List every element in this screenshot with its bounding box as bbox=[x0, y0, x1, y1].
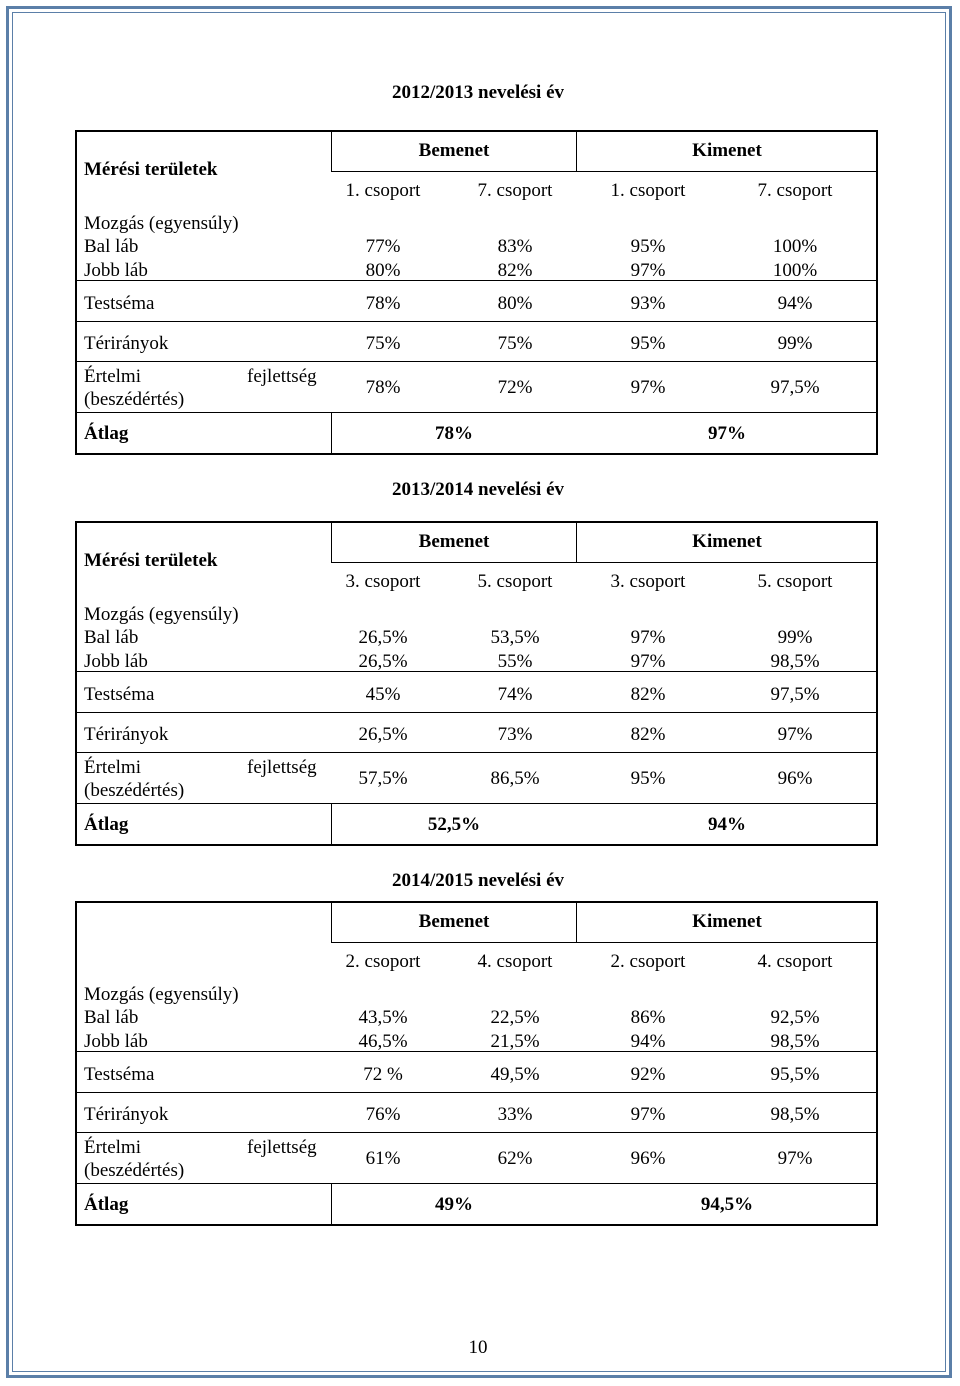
column-header-kimenet: Kimenet bbox=[692, 911, 762, 932]
row-label-bal-lab: Bal láb bbox=[84, 236, 139, 257]
group-header: 4. csoport bbox=[757, 951, 833, 972]
testsema-value: 82% bbox=[630, 684, 666, 705]
jobb-lab-value: 98,5% bbox=[770, 651, 820, 672]
row-label-teriranyok: Térirányok bbox=[84, 333, 169, 354]
jobb-lab-value: 94% bbox=[630, 1031, 666, 1052]
row-label-teriranyok: Térirányok bbox=[84, 724, 169, 745]
group-header: 5. csoport bbox=[757, 571, 833, 592]
row-divider bbox=[75, 361, 878, 362]
teriranyok-value: 97% bbox=[630, 1104, 666, 1125]
atlag-bemenet-value: 52,5% bbox=[427, 814, 481, 835]
column-divider bbox=[576, 130, 577, 171]
jobb-lab-value: 21,5% bbox=[490, 1031, 540, 1052]
ertelmi-value: 78% bbox=[365, 377, 401, 398]
column-divider bbox=[331, 901, 332, 942]
row-label-bal-lab: Bal láb bbox=[84, 627, 139, 648]
testsema-value: 94% bbox=[777, 293, 813, 314]
group-header: 2. csoport bbox=[610, 951, 686, 972]
atlag-kimenet-value: 94% bbox=[708, 814, 746, 835]
teriranyok-value: 99% bbox=[777, 333, 813, 354]
jobb-lab-value: 97% bbox=[630, 260, 666, 281]
results-table-border bbox=[75, 901, 878, 1226]
testsema-value: 72 % bbox=[363, 1064, 403, 1085]
atlag-bemenet-value: 78% bbox=[435, 423, 473, 444]
teriranyok-value: 98,5% bbox=[770, 1104, 820, 1125]
ertelmi-value: 62% bbox=[497, 1148, 533, 1169]
teriranyok-value: 82% bbox=[630, 724, 666, 745]
ertelmi-value: 96% bbox=[630, 1148, 666, 1169]
row-divider bbox=[75, 321, 878, 322]
jobb-lab-value: 98,5% bbox=[770, 1031, 820, 1052]
row-label-fejlettseg: fejlettség bbox=[247, 757, 317, 778]
bal-lab-value: 92,5% bbox=[770, 1007, 820, 1028]
testsema-value: 95,5% bbox=[770, 1064, 820, 1085]
column-divider bbox=[576, 521, 577, 562]
testsema-value: 45% bbox=[365, 684, 401, 705]
school-year-title: 2013/2014 nevelési év bbox=[391, 479, 565, 500]
row-divider bbox=[75, 803, 878, 804]
row-label-teriranyok: Térirányok bbox=[84, 1104, 169, 1125]
column-header-first: Mérési területek bbox=[84, 550, 218, 571]
column-divider bbox=[331, 1183, 332, 1226]
column-divider bbox=[331, 130, 332, 171]
jobb-lab-value: 55% bbox=[497, 651, 533, 672]
column-header-bemenet: Bemenet bbox=[418, 140, 490, 161]
bal-lab-value: 86% bbox=[630, 1007, 666, 1028]
column-header-first: Mérési területek bbox=[84, 159, 218, 180]
atlag-kimenet-value: 97% bbox=[708, 423, 746, 444]
group-header: 1. csoport bbox=[345, 180, 421, 201]
teriranyok-value: 75% bbox=[365, 333, 401, 354]
bal-lab-value: 26,5% bbox=[358, 627, 408, 648]
row-divider bbox=[75, 1183, 878, 1184]
column-header-bemenet: Bemenet bbox=[418, 531, 490, 552]
atlag-kimenet-value: 94,5% bbox=[700, 1194, 754, 1215]
bal-lab-value: 95% bbox=[630, 236, 666, 257]
bal-lab-value: 53,5% bbox=[490, 627, 540, 648]
ertelmi-value: 97,5% bbox=[770, 377, 820, 398]
row-label-mozgas: Mozgás (egyensúly) bbox=[84, 984, 239, 1005]
row-label-beszedertes: (beszédértés) bbox=[84, 1160, 185, 1181]
testsema-value: 97,5% bbox=[770, 684, 820, 705]
column-divider bbox=[331, 412, 332, 455]
row-label-ertelmi: Értelmi bbox=[84, 1137, 141, 1158]
page-number: 10 bbox=[468, 1337, 488, 1358]
column-header-kimenet: Kimenet bbox=[692, 531, 762, 552]
row-label-testsema: Testséma bbox=[84, 293, 155, 314]
row-divider bbox=[75, 1092, 878, 1093]
row-label-testsema: Testséma bbox=[84, 684, 155, 705]
row-label-jobb-lab: Jobb láb bbox=[84, 1031, 148, 1052]
ertelmi-value: 57,5% bbox=[358, 768, 408, 789]
header-underline bbox=[331, 171, 878, 172]
teriranyok-value: 97% bbox=[777, 724, 813, 745]
teriranyok-value: 75% bbox=[497, 333, 533, 354]
row-label-atlag: Átlag bbox=[84, 814, 129, 835]
row-divider bbox=[75, 1132, 878, 1133]
row-divider bbox=[75, 752, 878, 753]
row-label-ertelmi: Értelmi bbox=[84, 757, 141, 778]
group-header: 1. csoport bbox=[610, 180, 686, 201]
bal-lab-value: 43,5% bbox=[358, 1007, 408, 1028]
ertelmi-value: 61% bbox=[365, 1148, 401, 1169]
ertelmi-value: 86,5% bbox=[490, 768, 540, 789]
row-label-atlag: Átlag bbox=[84, 423, 129, 444]
row-label-bal-lab: Bal láb bbox=[84, 1007, 139, 1028]
group-header: 5. csoport bbox=[477, 571, 553, 592]
bal-lab-value: 100% bbox=[772, 236, 818, 257]
bal-lab-value: 77% bbox=[365, 236, 401, 257]
ertelmi-value: 97% bbox=[630, 377, 666, 398]
row-divider bbox=[75, 712, 878, 713]
header-underline bbox=[331, 562, 878, 563]
testsema-value: 80% bbox=[497, 293, 533, 314]
teriranyok-value: 95% bbox=[630, 333, 666, 354]
row-label-beszedertes: (beszédértés) bbox=[84, 389, 185, 410]
jobb-lab-value: 46,5% bbox=[358, 1031, 408, 1052]
group-header: 4. csoport bbox=[477, 951, 553, 972]
row-label-mozgas: Mozgás (egyensúly) bbox=[84, 604, 239, 625]
jobb-lab-value: 97% bbox=[630, 651, 666, 672]
group-header: 7. csoport bbox=[477, 180, 553, 201]
testsema-value: 92% bbox=[630, 1064, 666, 1085]
group-header: 7. csoport bbox=[757, 180, 833, 201]
teriranyok-value: 76% bbox=[365, 1104, 401, 1125]
testsema-value: 74% bbox=[497, 684, 533, 705]
row-label-mozgas: Mozgás (egyensúly) bbox=[84, 213, 239, 234]
testsema-value: 93% bbox=[630, 293, 666, 314]
row-label-atlag: Átlag bbox=[84, 1194, 129, 1215]
group-header: 3. csoport bbox=[610, 571, 686, 592]
ertelmi-value: 95% bbox=[630, 768, 666, 789]
bal-lab-value: 83% bbox=[497, 236, 533, 257]
column-divider bbox=[331, 803, 332, 846]
bal-lab-value: 99% bbox=[777, 627, 813, 648]
row-label-fejlettseg: fejlettség bbox=[247, 366, 317, 387]
row-divider bbox=[75, 280, 878, 281]
ertelmi-value: 96% bbox=[777, 768, 813, 789]
row-label-jobb-lab: Jobb láb bbox=[84, 651, 148, 672]
row-label-fejlettseg: fejlettség bbox=[247, 1137, 317, 1158]
bal-lab-value: 22,5% bbox=[490, 1007, 540, 1028]
row-label-beszedertes: (beszédértés) bbox=[84, 780, 185, 801]
teriranyok-value: 73% bbox=[497, 724, 533, 745]
bal-lab-value: 97% bbox=[630, 627, 666, 648]
column-header-kimenet: Kimenet bbox=[692, 140, 762, 161]
teriranyok-value: 33% bbox=[497, 1104, 533, 1125]
school-year-title: 2014/2015 nevelési év bbox=[391, 870, 565, 891]
row-label-ertelmi: Értelmi bbox=[84, 366, 141, 387]
row-label-testsema: Testséma bbox=[84, 1064, 155, 1085]
column-divider bbox=[331, 521, 332, 562]
header-underline bbox=[331, 942, 878, 943]
ertelmi-value: 97% bbox=[777, 1148, 813, 1169]
jobb-lab-value: 82% bbox=[497, 260, 533, 281]
school-year-title: 2012/2013 nevelési év bbox=[391, 82, 565, 103]
jobb-lab-value: 26,5% bbox=[358, 651, 408, 672]
column-divider bbox=[576, 901, 577, 942]
atlag-bemenet-value: 49% bbox=[435, 1194, 473, 1215]
row-divider bbox=[75, 412, 878, 413]
teriranyok-value: 26,5% bbox=[358, 724, 408, 745]
row-divider bbox=[75, 671, 878, 672]
group-header: 2. csoport bbox=[345, 951, 421, 972]
row-divider bbox=[75, 1051, 878, 1052]
ertelmi-value: 72% bbox=[497, 377, 533, 398]
row-label-jobb-lab: Jobb láb bbox=[84, 260, 148, 281]
testsema-value: 78% bbox=[365, 293, 401, 314]
group-header: 3. csoport bbox=[345, 571, 421, 592]
jobb-lab-value: 80% bbox=[365, 260, 401, 281]
jobb-lab-value: 100% bbox=[772, 260, 818, 281]
column-header-bemenet: Bemenet bbox=[418, 911, 490, 932]
testsema-value: 49,5% bbox=[490, 1064, 540, 1085]
